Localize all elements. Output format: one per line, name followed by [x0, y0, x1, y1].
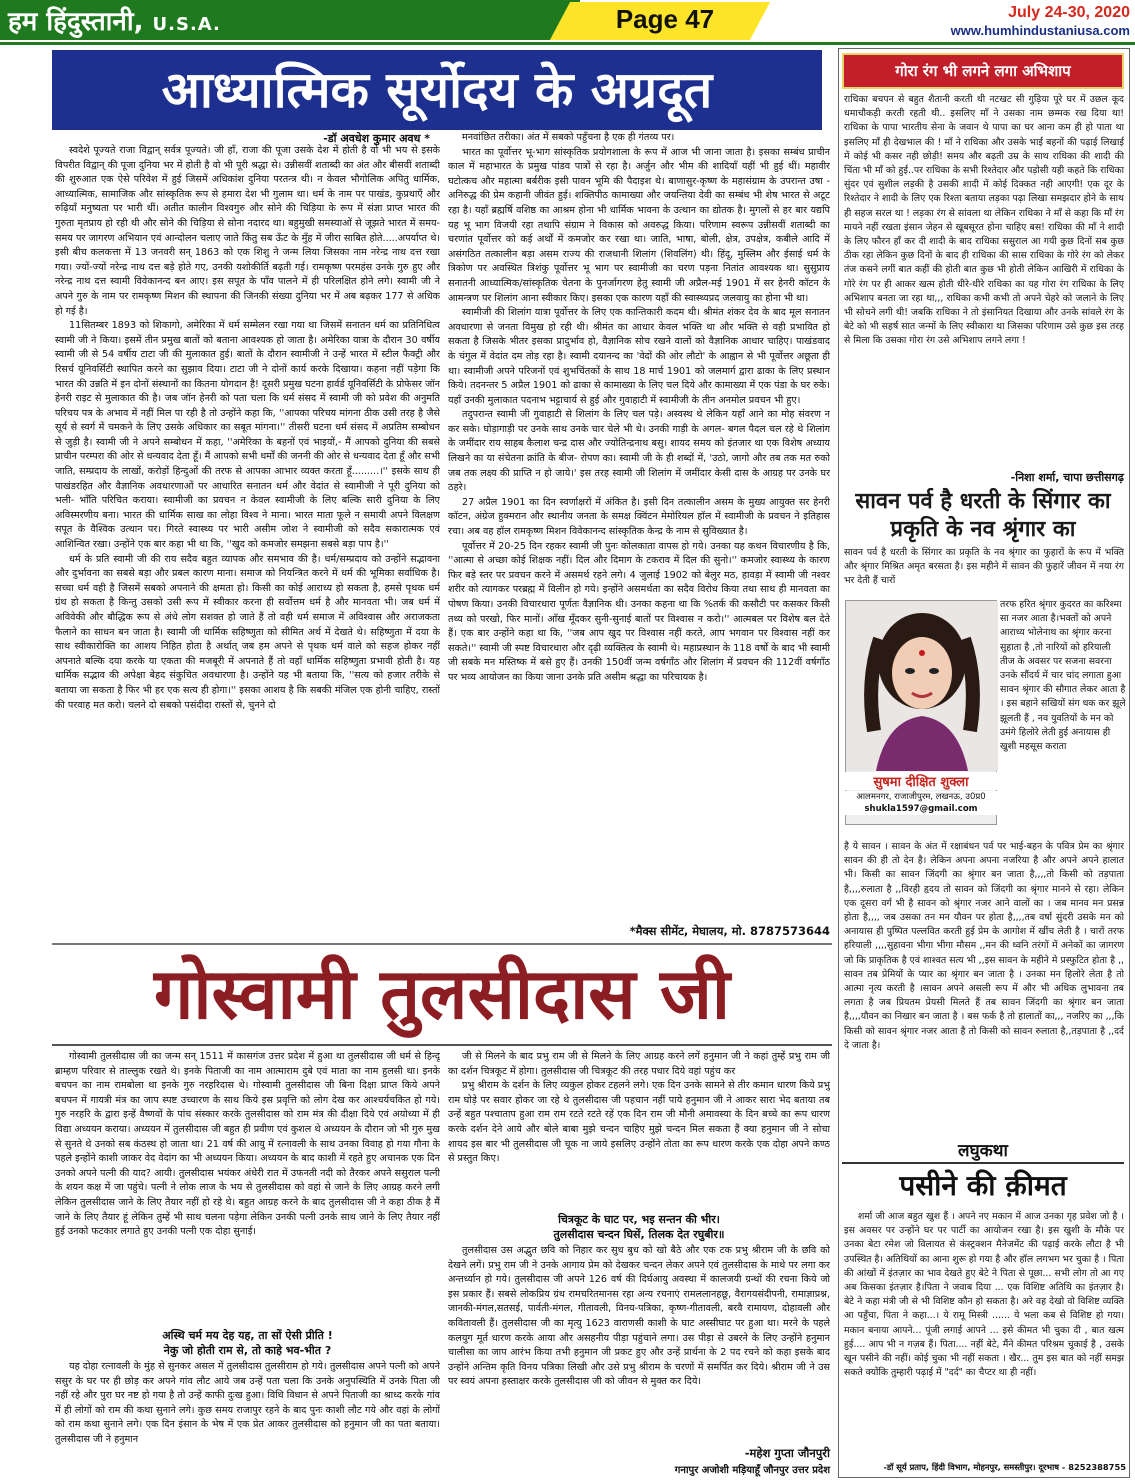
article2-column-2a: [448, 1050, 830, 1210]
author-name: सुषमा दीक्षित शुक्ला: [845, 772, 997, 790]
story-byline-pasine: -डॉ सूर्य प्रताप, हिंदी विभाग, मोहनपुर, समस्तीपुर। दूरभाष - 8252388755: [883, 1462, 1126, 1472]
paragraph: तरफ हरित श्रृंगार कुदरत का करिश्मा सा नजर आता है।भक्तों को अपने आराध्य भोलेनाथ का श्रृंगार करना सुहाता है ,तो नारियों को हरियाली तीज के अवसर पर सजना सवरना उनके सौंदर्य में चार चांद लगाता हुआ सावन श्रृंगार की सौगात लेकर आता है । इस बहाने सखियों संग धक कर झूले झूलती हैं , नव युवतियों के मन को उमंगे हिलोरे लेती हुई अनायास ही खुशी महसूस कराता: [1000, 599, 1126, 753]
paragraph: मनवांछित तरीका। अंत में सबको पहुँचना है एक ही गंतव्य पर।: [462, 132, 675, 143]
article2-column-1b: [55, 1360, 440, 1480]
story-body-pasine: [844, 1210, 1124, 1462]
sawan-intro: [844, 546, 1124, 591]
article1-headline: आध्यात्मिक सूर्योदय के अग्रदूत: [161, 61, 713, 119]
section-divider: [52, 1044, 832, 1046]
paragraph: राधिका बचपन से बहुत शैतानी करती थी नटखट सी गुड़िया पूरे घर में उछल कूद धमाचौकड़ी करती रहती थी.. इसलिए माँ ने उसका नाम छम्मक रख दिया था! राधिका के पापा भारतीय सेना के जवान थे पापा का घर आना कम ही हो पाता था इसलिए माँ ही देखभाल की ! माँ ने राधिका और उसके भाई बहनों की पढ़ाई लिखाई में कोई भी कसर नही छोड़ी! समय और बढ़ती उम्र के साथ राधिका की शादी की चिंता भी माँ को हुई..पर राधिका के सभी रिश्तेदार और पड़ोसी यही कहते कि राधिका सुंदर एवं सुशील लड़की है उसकी शादी में कोई दिक्कत नही आएगी! एक दूर के रिश्तेदार ने शादी के लिए एक रिश्ता बताया लड़का पढ़ा लिखा समझदार होने के साथ ही सहज सरल था ! लड़का रंग से सांवला था लेकिन राधिका ने माँ से कहा कि माँ रंग मायने नहीं रखता इंसान जेहन से खूबसूरत होना चाहिए बस! राधिका की माँ ने शादी के लिए फौरन हाँ कर दी शादी के बाद राधिका ससुराल आ गयी कुछ दिनों सब कुछ ठीक रहा लेकिन कुछ दिनों के बाद ही राधिका की सास राधिका के गोरे रंग को लेकर तंज कसने लगीं बात कहीं की होती बात कुछ भी होती लेकिन आखिरी में राधिका के गोरे रंग पर ही आकर खत्म होती धीरे-धीरे राधिका का यह गोरा रंग राधिका के लिए अभिशाप बनता जा रहा था,,, राधिका कभी कभी तो अपने चेहरे को जलाने के लिए भी सोचने लगी थी! जबकि राधिका ने तो इंसानियत दिखाया और उनके सांवले रंग के बेटे को भी सहर्ष सात जन्मों के लिए स्वीकारा था जिसका परिणाम उसे कुछ इस तरह से मिला कि उसका गोरा रंग उसे अभिशाप लगने लगा !: [844, 94, 1124, 347]
paragraph: है ये सावन । सावन के अंत में रक्षाबंधन पर्व पर भाई-बहन के पवित्र प्रेम का श्रृंगार सावन की ही तो देन है। लेकिन अपना अपना नजरिया है और अपने अपने हालात भी। किसी का सावन जिंदगी का श्रृंगार बन जाता है,,,,तो किसी को तड़पाता है,,,,रुलाता है ,,विरही हृदय तो सावन को जिंदगी का श्रृंगार मानने से रहा। लेकिन एक दूसरा वर्ग भी है सावन को श्रृंगार नजर आने वालों का । जब मानव मन प्रसन्न होता है,,,, जब उसका तन मन यौवन पर होता है,,,,तब वर्षा सुंदरी उसके मन को अनायास ही पुष्पित पल्लवित करती हुई प्रेम के आगोश में खींच लेती है । चारों तरफ हरियाली ,,,,सुहावना भीगा भीगा मौसम ,,मन की ध्वनि तरंगों में अनेकों का जागरण जो कि प्राकृतिक है एवं शाश्वत सत्य भी ,,इस सावन के महीने मे प्रस्फुटित होता है ,, सावन तब प्रेमियों के प्यार का श्रृंगार बन जाता है । उनका मन हिलोरे लेता है तो आत्मा नृत्य करती है ।सावन अपने असली रूप में और भी अधिक लुभावना तब लगता है जब प्रियतम प्रेयसी मिलते हैं तब सावन जिंदगी का श्रृंगार बन जाता है,,,,यौवन का निखार बन जाता है । बस फर्क है तो हालातों का,,, नजरिए का ,,,कि किसी को सावन श्रृंगार नजर आता है तो किसी को सावन रुलाता है,,तड़पाता है ,,दर्द दे जाता है।: [844, 841, 1124, 1051]
paragraph: यह दोहा रत्नावली के मुंह से सुनकर असल में तुलसीदास तुलसीराम हो गये। तुलसीदास अपने पत्नी को अपने ससुर के घर पर ही छोड़ कर अपने गांव लौट आये जब उन्हें पता चला कि उनके अनुपस्थिति में उनके पिता जी नहीं रहे और पुरा घर नष्ट हो गया है तो उन्हें काफी दुःख हुआ। विधि विधान से अपने पिताजी का श्राध्द करके गांव में ही लोगों को राम की कथा सुनाने लगे। कुछ समय राजापुर रहने के बाद पुनः काशी लौट गये और वहां के लोगों को राम कथा सुनाने लगे। एक दिन इंसान के भेष में एक प्रेत आकर तुलसीदास को हनुमान जी का पता बताया। तुलसीदास जी ने हनुमान: [55, 1361, 440, 1445]
page-label: Page 47: [615, 4, 715, 34]
brand-suffix: U.S.A.: [152, 14, 221, 35]
story-title-pasine: पसीने की क़ीमत: [899, 1169, 1067, 1202]
article1-column-2: [448, 131, 830, 921]
story-title-gora-rang: गोरा रंग भी लगने लगा अभिशाप: [842, 53, 1124, 89]
couplet-line: नेकु जो होती राम से, तो काहे भव-भीत ?: [163, 1344, 332, 1357]
article2-byline-place: गनापुर अजोशी मड़ियाहूँ जौनपुर उत्तर प्रदेश: [674, 1465, 830, 1476]
sawan-body: [844, 840, 1124, 1136]
paragraph: 27 अप्रैल 1901 का दिन स्वर्णाक्षरों में अंकित है। इसी दिन तत्कालीन असम के मुख्य आयुक्त सर हेनरी कॉटन, अंग्रेज हुक्मरान और स्थानीय जनता के समक्ष क्विंटन मेमोरियल हॉल में स्वामीजी के प्रवचन ने इतिहास रचा। अब वह हॉल रामकृष्ण मिशन विवेकानन्द सांस्कृतिक केन्द्र के नाम से सुविख्यात है।: [448, 496, 830, 538]
story-body-gora-rang: [844, 93, 1124, 456]
masthead-brand: [0, 0, 580, 40]
section-label-laghukatha: लघुकथा: [958, 1141, 1008, 1161]
couplet-line: तुलसीदास चन्दन घिसें, तिलक देत रघुबीर॥: [553, 1228, 725, 1241]
paragraph: शर्मा जी आज बहुत खुश हैं । अपने नए मकान में आज उनका गृह प्रवेश जो है । इस अवसर पर उन्होंने घर पर पार्टी का आयोजन रखा है। इस खुशी के मौके पर उनका बेटा रमेश जो विलायत से कंस्ट्रक्शन मैनेजमेंट की पढ़ाई करके लौटा है भी उपस्थित है। अतिथियों का आना शुरू हो गया है और हॉल लगभग भर चुका है । पिता की आंखों में इंतज़ार का भाव देखते हुए बेटे ने पिता से पूछा... सभी लोग तो आ गए अब किसका इंतज़ार है।पिता ने जवाब दिया ... एक विशिष्ट अतिथि का इंतज़ार है। बेटे ने कहा मंत्री जी से भी विशिष्ट कौन हो सकता है। अरे वह देखो वो विशिष्ट व्यक्ति आ पहुँचा, पिता ने कहा...। ये रामू मिस्त्री ...... ये भला कब से विशिष्ट हो गया। मकान बनाया आपने... पूंजी लगाई आपने ... इसे कीमत भी चुका दी , बात खत्म हुई.... आप भी न गज़ब हैं। पिता.... नहीं बेटे, मैंने कीमत परिश्रम चुकाई है , उसके खून पसीने की नहीं। कोई चुका भी नहीं सकता । खैर... तुम इस बात को नहीं समझ सकते क्योंकि तुम्हारी पढ़ाई में "दर्द" का चैप्टर था ही नहीं।: [844, 1211, 1124, 1379]
paragraph: तदुपरान्त स्वामी जी गुवाहाटी से शिलांग के लिए चल पड़े। अस्वस्थ थे लेकिन यहाँ आने का मोह संवरण न कर सके। घोड़ागाड़ी पर उनके साथ उनके चार चेले भी थे। उनकी गाड़ी के अगल- बगल पैदल चल रहे थे शिलांग के जमींदार राय साहब कैलाश चन्द्र दास और ज्योतिन्द्रनाथ बसु। शायद समय को इंतजार था एक विशेष अध्याय लिखने का या संचेतना क्रांति के बीज- रोपण का। स्वामी जी के ही शब्दों में, 'उठो, जागो और तब तक मत रुको जब तक लक्ष्य की प्राप्ति न हो जाये।' इस तरह स्वामी जी शिलांग में जमींदार केसी दास के आग्रह पर उनके घर ठहरे।: [448, 409, 830, 494]
author-address: आलमनगर, राजाजीपुरम, लखनऊ, उ0प्र0: [856, 792, 986, 802]
article2-column-1a: [55, 1050, 440, 1326]
portrait-illustration: [846, 601, 998, 771]
author-email[interactable]: shukla1597@gmail.com: [864, 804, 978, 814]
paragraph: सावन पर्व है धरती के सिंगार का प्रकृति के नव श्रृंगार का फुहारों के रूप में भक्ति और श्रृंगार मिश्रित अमृत बरसता है। इस महीने में सावन की फुहारें जीवन में नया रंग भर देती हैं चारों: [844, 547, 1124, 587]
section-divider: [52, 943, 832, 945]
article1-column-1: [55, 144, 440, 940]
paragraph: तुलसीदास उस अद्भुत छवि को निहार कर सुध बुध को खो बैठे और एक टक प्रभु श्रीराम जी के छवि को देखने लगें। प्रभु राम जी ने उनके आगाय प्रेम को देखकर चन्दन लेकर अपने एवं तुलसीदास के माथे पर लगा कर अन्तर्ध्यान हो गये। तुलसीदास जी अपने 126 वर्ष की दिर्घआयु अवस्था में कालजयी ग्रन्थों की रचना किये जो इस प्रकार हैं। सबसे लोकप्रिय ग्रंथ रामचरितमानस रहा अन्य रचनाएं रामललानहछू, वैरागयसंदीपनी, रामाज्ञाप्रश्न, जानकी-मंगल,सतसई, पार्वती-मंगल, गीतावली, विनय-पत्रिका, कृष्ण-गीतावली, बरवै रामायण, दोहावली और कवितावली हैं। तुलसीदास जी का मृत्यु 1623 वाराणसी काशी के घाट अस्सीघाट पर हुआ था। मरने के पहले कलयुग मूर्त धारण करके आया और असहनीय पीड़ा पहुंचाने लगा। उस पीड़ा से उबरने के लिए उन्होंने हनुमान चालीसा का जाप आरंभ किया तभी हनुमान जी प्रकट हुए और उन्हें प्रार्थना के 2 पद रचने को कहा इसके बाद उन्होंने अन्तिम कृति विनय पत्रिका लिखी और उसे प्रभु श्रीराम के चरणों में समर्पित कर दिये। श्रीराम जी ने उस पर स्वयं अपना हस्ताक्षर करके तुलसीदास जी को जीवन से मुक्त कर दिये।: [448, 1245, 830, 1388]
masthead-rule: [0, 42, 1135, 45]
paragraph: स्वामीजी की शिलांग यात्रा पूर्वोत्तर के लिए एक कान्तिकारी कदम थी। श्रीमंत शंकर देव के बाद मूल सनातन अवधारणा से जनता विमुख हो रही थी। श्रीमंत का आधार केवल भक्ति था और भक्ति से वही प्रभावित हो सकता है जिसके भीतर इसका प्रादुर्भाव हो, वैज्ञानिक सोच रखने वालों को वैज्ञानिक आधार चाहिए। पाखंडवाद के चंगुल में वेदांत दम तोड़ रहा है। स्वामी दयानन्द का 'वेदों की ओर लौटो' के आह्वान से भी पूर्वोत्तर अछूता ही था। स्वामीजी अपने परिजनों एवं शुभचिंतकों के साथ 18 मार्च 1901 को जलमार्ग द्वारा ढाका के लिए प्रस्थान किये। तदनन्तर 5 अप्रैल 1901 को ढाका से कामाख्या के लिए चल दिये और कामाख्या में एक पंडा के घर रुके। यहाँ उनकी मुलाकात पदनाभ भट्टाचार्य से हुई और गुवाहाटी में स्वामीजी के तीन अनमोल प्रवचन भी हुए।: [448, 307, 830, 406]
sawan-side-text: [1000, 598, 1126, 838]
article2-headline: गोस्वामी तुलसीदास जी: [153, 953, 731, 1035]
paragraph: प्रभु श्रीराम के दर्शन के लिए व्यकुल होकर टहलने लगे। एक दिन उनके सामने से तीर कमान धारण किये प्रभु राम घोड़े पर सवार होकर जा रहे थे तुलसीदास जी पहचान नहीं पाये हनुमान जी ने आकर सारा भेद बताया तब उन्हें बहुत पश्चाताप हुआ राम राम रटते रटते रहें एक दिन राम जी मौनी अमावस्या के दिन बच्चे का रूप धारण करके दर्शन देने आये और बोले बाबा मुझे चन्दन चाहिए मुझे चन्दन मिल सकता हैं क्या हनुमान जी ने सोचा शायद इस बार भी तुलसीदास जी चूक ना जाये इसलिए उन्होंने तोता का रूप धारण करके एक दोहा अपने कण्ठ से प्रस्तुत किए।: [448, 1080, 830, 1165]
story-byline-gora-rang: -निशा शर्मा, चापा छत्तीसगढ़: [1010, 471, 1124, 484]
couplet-1: [55, 1328, 440, 1358]
author-place: [845, 791, 997, 815]
website-link[interactable]: www.humhindustaniusa.com: [950, 23, 1130, 38]
brand-name: हम हिंदुस्तानी,: [8, 7, 144, 37]
article1-signoff: *मैक्स सीमेंट, मेघालय, मो. 8787573644: [629, 924, 830, 938]
paragraph: धर्म के प्रति स्वामी जी की राय सदैव बहुत व्यापक और समभाव की है। धर्म/सम्प्रदाय को उन्होंने सद्भावना और दुर्भावना का सबसे बड़ा और प्रबल कारण माना। समाज को नियन्त्रित करने में धर्म की भूमिका सर्वाधिक है। सच्चा धर्म वही है जिसमें सबको अपनाने की क्षमता हो। किसी का कोई आराध्य हो सकता है, हमसे पृथक धर्म ग्रंथ हो सकता है किन्तु उसको उसी रूप में स्वीकार करना ही सर्वोत्तम धर्म है और मानवता भी। जब धर्म में अविवेकी और बौद्धिक रूप से अंधे लोग सशक्त हो जाते हैं तो वही धर्म समाज में अविश्वास और अराजकता फैलाने का साधन बन जाता है। स्वामी जी धार्मिक सहिष्णुता को सीमित अर्थ में देखते थे। सहिष्णुता में दया के साथ स्वीकारोक्ति का आशय निहित होता है अर्थात् जब हम अपने से पृथक धर्म वाले को सहज होकर नहीं अपनाते बल्कि दया करके या एकता की मजबूरी में अपनाते हैं तो वहाँ धार्मिक सहिष्णुता प्रभावी होती है। यह धार्मिक सद्भाव की अपेक्षा बेहद संकुचित अवधारणा है। उन्होंने यह भी बताया कि, ''सत्य को हजार तरीके से बताया जा सकता है फिर भी हर एक सत्य ही होगा।'' इसका आशय है कि सबकी मंजिल एक होनी चाहिए, रास्तों की परवाह मत करो। चलने दो सबको पसंदीदा रास्तों से, चुनने दो: [55, 553, 440, 711]
paragraph: गोस्वामी तुलसीदास जी का जन्म सन् 1511 में कासगंज उत्तर प्रदेश में हुआ था तुलसीदास जी धर्म से हिन्दू ब्राम्हण परिवार से ताल्लुक रखते थे। इनके पिताजी का नाम आत्माराम दुबे एवं माता का नाम हुलसी था। इनके बचपन का नाम रामबोला था इनके गुरु नरहरिदास थे। गोस्वामी तुलसीदास जी बिना दिक्षा प्राप्त किये अपने बचपन में गायत्री मंत्र का जाप स्पष्ट उच्चारण के साथ किये इस प्रवृत्ति को लोग देख कर आश्चर्यचकित हो गये। गुरु नरहरि के द्वारा इन्हें वैष्णवों के पांच संस्कार करके तुलसीदास को राम मंत्र की दीक्षा दिये एवं अयोध्या में ही विद्या अध्ययन कराया। अध्ययन में तुलसीदास जी बहुत ही प्रवीण एवं कुशल थे अध्ययन के दौरान जो भी गुरु मुख से सुनते थे उनको सब कंठस्थ हो जाता था। 21 वर्ष की आयु में रत्नावली के साथ उनका विवाह हो गया गौना के पहले इन्होंने काशी जाकर वेद वेदांग का भी अध्ययन किया। अध्ययन के बाद काशी में रहते हुए अचानक एक दिन उनको अपने पत्नी की याद? आयी। तुलसीदास भयंकर अंधेरी रात में उफनती नदी को तैरकर अपने ससुराल पत्नी के शयन कक्ष में जा पहुंचे। पत्नी ने लोक लाज के भय से तुलसीदास को वहां से जाने के लिए आग्रह करने लगी लेकिन तुलसीदास जाने के लिए तैयार नहीं हो रहे थे। बहुत आग्रह करने के बाद तुलसीदास जी ने कहा ठीक है मैं जाने के लिए तैयार हूं लेकिन तुम्हें भी साथ चलना पड़ेगा लेकिन उनकी पत्नी उनके साथ जाने के लिए तैयार नहीं हुई उनको फटकार लगाते हुए उनकी पत्नी एक दोहा सुनाई।: [55, 1051, 440, 1238]
article1-byline: -डॉ अवधेश कुमार अवध *: [323, 132, 430, 145]
paragraph: स्वदेशे पूज्यते राजा विद्वान् सर्वत्र पूज्यते। जी हाँ, राजा की पूजा उसके देश में होती है वो भी भय से इसके विपरीत विद्वान् की पूजा दुनिया भर में होती है वो भी पूरी श्रद्धा से। उन्नीसवीं शताब्दी का अंत और बीसवीं शताब्दी की शुरुआत एक ऐसे परिवेश में हुई जिसमें अधिकांश दुनिया परतन्त्र थी। न केवल भौगोलिक अपितु धार्मिक, आध्यात्मिक, सामाजिक और सांस्कृतिक रूप से हमारा देश भी गुलाम था। धर्म के नाम पर पाखंड, कुप्रथाएँ और रुढ़ियाँ मनुष्यता पर भारी थीं। अतीत कालीन विश्वगुरु और सोने की चिड़िया के रूप में संज्ञा प्राप्त भारत की गुरुता मृतप्राय हो रही थी और सोने की चिड़िया से सोना नदारद था। बहुमुखी समस्याओं से जूझते भारत में समय-समय पर जागरण अभियान एवं आन्दोलन चलाए जाते किंतु सब ऊँट के मुँह में जीरा साबित होते.....अपर्याप्त थे। इसी बीच कलकत्ता में 13 जनवरी सन् 1863 को एक शिशु ने जन्म लिया जिसका नाम नरेन्द्र नाथ दत्त रखा गया। ज्यों-ज्यों नरेन्द्र नाथ दत्त बड़े होते गए, उनकी यशोकीर्ति बढ़ती गई। रामकृष्ण परमहंस उनके गुरु हुए और नरेन्द्र नाथ दत्त स्वामी विवेकानन्द बन आए। इस सपूत के पाँव पालने में ही परिलक्षित होने लगे। स्वामी जी ने अपने गुरु के नाम पर रामकृष्ण मिशन की स्थापना की जिनकी संख्या दुनिया भर में अब बढ़कर 177 से अधिक हो गई है।: [55, 145, 440, 317]
couplet-line: चित्रकूट के घाट पर, भइ सन्तन की भीर।: [558, 1213, 720, 1226]
section-divider: [842, 1162, 1124, 1164]
paragraph: पूर्वोत्तर में 20-25 दिन रहकर स्वामी जी पुनः कोलकाता वापस हो गये। उनका यह कथन विचारणीय है कि, ''आत्मा से अच्छा कोई शिक्षक नहीं। दिल और दिमाग के टकराव में दिल की सुनो।'' कमजोर स्वास्थ्य के कारण फिर बड़े स्तर पर प्रवचन करने में असमर्थ रहने लगे। 4 जुलाई 1902 को बेलुर मठ, हावड़ा में स्वामी जी नश्वर शरीर को त्यागकर परब्रह्म में विलीन हो गये। इन्होंने असमर्थता का सदैव विरोध किया तथा साथ ही मानवता का पोषण किया। उनकी विचारधारा पूर्णतः वैज्ञानिक थी। उनका कहना था कि %तर्क की कसौटी पर कसकर किसी तथ्य को परखो, फिर मानों। आँख मूँदकर सुनी-सुनाई बातों पर विश्वास न करो।'' आत्मबल पर विशेष बल देते हैं। एक बार उन्होंने कहा था कि, ''जब आप खुद पर विश्वास नहीं करते, आप भगवान पर विश्वास नहीं कर सकते।'' स्वामी जी स्पष्ट विचारधारा और दृढ़ी व्यक्तित्व के स्वामी थे। महाप्रस्थान के 118 वर्षों के बाद भी स्वामी जी सबके मन मस्तिष्क में बसे हुए हैं। उनकी 150वीं जन्म वर्षगाँठ और शिलांग में प्रवचन की 112वीं वर्षगाँठ पर भव्य आयोजन का किया जाना उनके प्रति असीम श्रद्धा का परिचायक है।: [448, 540, 830, 683]
article-title-sawan: सावन पर्व है धरती के सिंगार का प्रकृति के नव श्रृंगार का: [855, 489, 1111, 542]
paragraph: 11सितम्बर 1893 को शिकागो, अमेरिका में धर्म सम्मेलन रखा गया था जिसमें सनातन धर्म का प्रतिनिधित्व स्वामी जी ने किया। इसमें तीन प्रमुख बातों को बताना आवश्यक हो जाता है। अमेरिका यात्रा के दौरान 30 वर्षीय स्वामी जी से 54 वर्षीय टाटा जी की मुलाकात हुई। बातों के दौरान स्वामीजी ने उन्हें भारत में स्टील फैक्ट्री और रिसर्च यूनिवर्सिटी स्थापित करने का सुझाव दिया। टाटा जी ने दोनों कार्य करके दिखाया। कहना नहीं पड़ेगा कि भारत की उन्नति में इन दोनों संस्थानों का कितना योगदान है! दूसरी प्रमुख घटना हार्वर्ड यूनिवर्सिटी के प्रोफेसर जॉन हेनरी राइट से मुलाकात की है। जब जॉन हेनरी को पता चला कि धर्म संसद में स्वामी जी को प्रवेश की अनुमति परिचय पत्र के अभाव में नहीं मिल पा रही है तो उन्होंने कहा कि, ''आपका परिचय मांगना ठीक उसी तरह है जैसे सूर्य से स्वर्ग में चमकने के लिए उसके अधिकार का सबूत मांगना।'' तीसरी घटना धर्म संसद में अप्रतिम सम्बोधन से जुड़ी है। स्वामी जी ने अपने सम्बोधन में कहा, ''अमेरिका के बहनों एवं भाइयों,- मैं आपको दुनिया की सबसे प्राचीन परम्परा की ओर से धन्यवाद देता हूँ। मैं आपको सभी धर्मों की जननी की ओर से धन्यवाद देता हूँ और सभी जाति, सम्प्रदाय के लाखों, करोड़ों हिन्दुओं की तरफ से आपका आभार व्यक्त करता हूँ.........।'' इसके साथ ही पाखंडरहित और वैज्ञानिक अवधारणाओं पर आधारित सनातन धर्म और वेदांत से स्वामीजी ने पूरी दुनिया को भली- भाँति परिचित कराया। स्वामीजी का प्रवचन न केवल स्वामीजी के लिए बल्कि सारी दुनिया के लिए अविस्मरणीय बना। भारत की धार्मिक साख का लोहा विश्व ने माना। भारत माता फूले न समायी अपने विलक्षण सपूत के वैश्विक उत्थान पर। गिरते स्वास्थ्य पर भारी असीम जोश ने स्वामीजी को सदैव सकारात्मक एवं आशिन्वित रखा। उन्होंने एक बार कहा भी था कि, ''खुद को कमजोर समझना सबसे बड़ा पाप है।'': [55, 320, 440, 551]
couplet-2: [448, 1212, 830, 1242]
article2-byline: -महेश गुप्ता जौनपुरी: [744, 1446, 830, 1460]
paragraph: जी से मिलने के बाद प्रभु राम जी से मिलने के लिए आग्रह करने लगें हनुमान जी ने कहां तुम्हें प्रभु राम जी का दर्शन चित्रकूट में होगा। तुलसीदास जी चित्रकूट की तरह पधार दिये वहां पहुंच कर: [448, 1051, 830, 1077]
article2-column-2b: [448, 1244, 830, 1446]
paragraph: भारत का पूर्वोत्तर भू-भाग सांस्कृतिक प्रयोगशाला के रूप में आज भी जाना जाता है। इसका सम्बंध प्राचीन काल में महाभारत के प्रमुख पांडव पात्रों से रहा है। अर्जुन और भीम की शादियाँ यहीं भी हुई थीं। महावीर घटोत्कच और महात्मा बर्बरीक इसी पावन भूमि की पैदाइश थे। बाणासुर-कृष्ण के महासंग्राम के उपरान्त उषा - अनिरुद्ध की प्रेम कहानी जीवंत हुई। शक्तिपीठ कामाख्या और जयन्तिया देवी का सम्बंध भी शेष भारत से अटूट रहा है। यहाँ ब्रह्मर्षि वशिष्ठ का आश्रम होना भी धार्मिक भावना के उत्थान का द्योतक है। मुगलों से हर बार यद्यपि यह भू भाग विजयी रहा तथापि संग्राम ने विकास को अवरुद्ध किया। परिणाम स्वरूप उन्नीसवीं शताब्दी का चरणांत पूर्वोत्तर को कई अर्थों में कमजोर कर रखा था। जाति, भाषा, बोली, क्षेत्र, उपक्षेत्र, कबीले आदि में असंगठित तत्कालीन बड़ा असम राज्य की राजधानी शिलांग (शिवलिंग) थी। हिंदू, मुस्लिम और ईसाई धर्म के त्रिकोण पर अवस्थित त्रिशंकु पूर्वोत्तर भू भाग पर स्वामीजी का चरण पड़ना नितांत आवश्यक था। सुसुप्राय सनातनी आध्यात्मिक/सांस्कृतिक चेतना के पुनर्जागरण हेतु स्वामी जी अप्रैल-मई 1901 में सर हेनरी कॉटन के आमन्त्रण पर शिलांग आना स्वीकार किए। इसका एक कारण यहाँ की स्वास्थ्यप्रद जलवायु का होना भी था।: [448, 146, 830, 304]
couplet-line: अस्थि चर्म मय देह यह, ता सों ऐसी प्रीति !: [162, 1329, 333, 1342]
issue-date: July 24-30, 2020: [1008, 4, 1130, 21]
